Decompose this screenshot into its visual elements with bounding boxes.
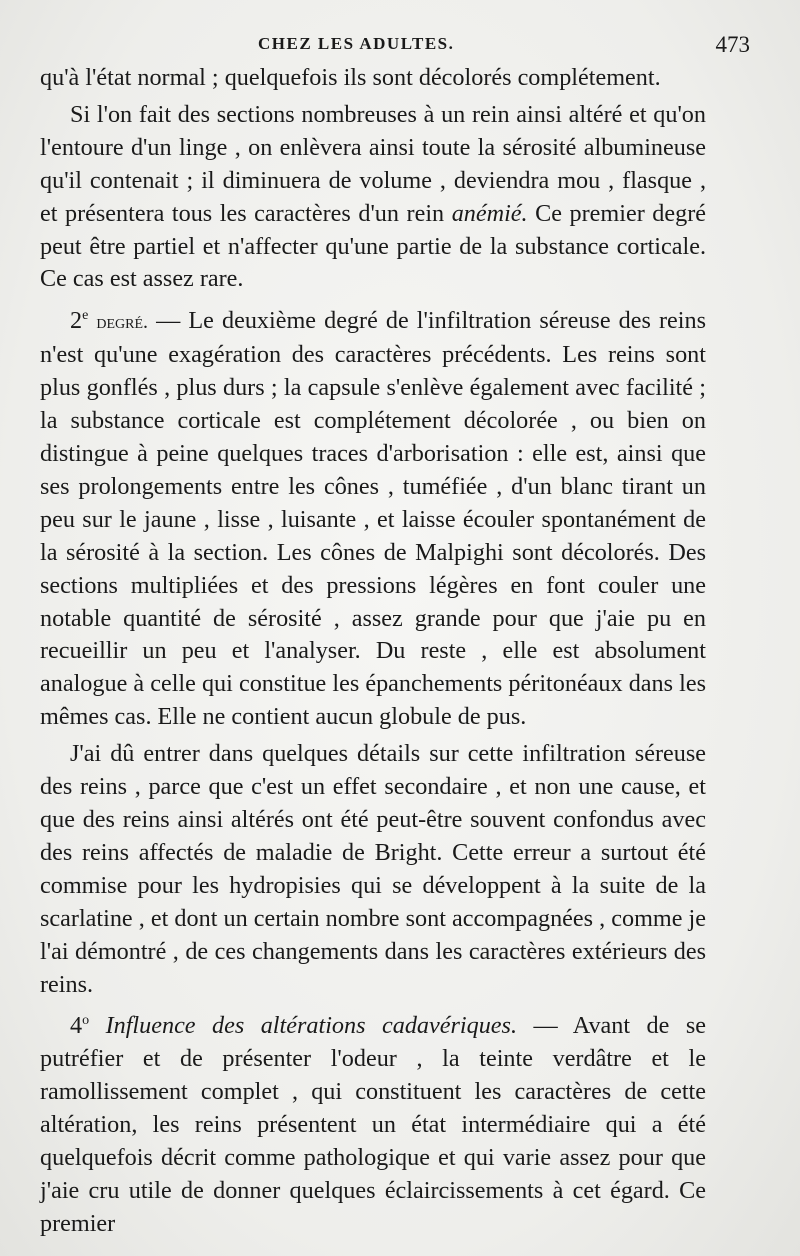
section-number: 4 — [70, 1012, 83, 1040]
degree-number: 2 — [70, 307, 83, 335]
paragraph-text: — Avant de se putréfier et de présenter l'odeur , la teinte verdâtre et le ramollissement complet , qui constituent les caractères de cette altération, les reins présentent un état intermédiaire qui a été quelquefois décrit comme pathologique et qui varie assez pour que j'aie cru utile de donner quelques éclaircissements à cet égard. Ce premier — [40, 1012, 706, 1237]
degree-superscript: e — [82, 308, 89, 324]
page-number: 473 — [715, 32, 750, 57]
degree-label: degré. — [96, 311, 149, 334]
paragraph-continuation — [40, 62, 706, 95]
paragraph-alterations-cadaveriques — [40, 1005, 706, 1240]
paragraph-deuxieme-degre — [40, 300, 706, 734]
paragraph-infiltration-details — [40, 738, 706, 1001]
paragraph-text: — Le deuxième degré de l'infiltration séreuse des reins n'est qu'une exagération des caractères précédents. Les reins sont plus gonflés , plus durs ; la capsule s'enlève également avec facilité ; la substance corticale est complétement décolorée , ou bien on distingue à peine quelques traces d'arborisation : elle est, ainsi que ses prolongements entre les cônes , tuméfiée , d'un blanc tirant un peu sur le jaune , lisse , luisante , et laisse écouler spontanément de la sérosité à la section. Les cônes de Malpighi sont décolorés. Des sections multipliées et des pressions légères en font couler une notable quantité de sérosité , assez grande pour que j'aie pu en recueillir un peu et l'analyser. Du reste , elle est absolument analogue à celle qui constitue les épanchements péritonéaux dans les mêmes cas. Elle ne contient aucun globule de pus. — [40, 307, 706, 731]
body-text — [40, 62, 706, 1241]
running-head: CHEZ LES ADULTES. — [258, 34, 455, 53]
emphasis-anemie: anémié. — [451, 199, 528, 227]
paragraph-text-before: Si l'on fait des sections nombreuses à un rein ainsi altéré et qu'on l'entoure d'un linge , on enlèvera ainsi toute la sérosité albumineuse qu'il contenait ; il diminuera de volume , deviendra mou , flasque , et présentera tous les caractères d'un rein — [40, 100, 706, 227]
paragraph-sections-rein — [40, 99, 706, 296]
section-superscript: o — [82, 1013, 90, 1029]
paragraph-text-after: Ce premier degré peut être partiel et n'affecter qu'une partie de la substance corticale. Ce cas est assez rare. — [40, 199, 706, 293]
section-heading: Influence des altérations cadavériques. — [105, 1012, 517, 1040]
paragraph-text: qu'à l'état normal ; quelquefois ils sont décolorés complétement. — [40, 64, 661, 91]
paragraph-text: J'ai dû entrer dans quelques détails sur cette infiltration séreuse des reins , parce que c'est un effet secondaire , et non une cause, et que des reins ainsi altérés ont été peut-être souvent confondus avec des reins affectés de maladie de Bright. Cette erreur a surtout été commise pour les hydropisies qui se développent à la suite de la scarlatine , et dont un certain nombre sont accompagnées , comme je l'ai démontré , de ces changements dans les caractères extérieurs des reins. — [40, 740, 706, 998]
page-header — [42, 32, 750, 58]
